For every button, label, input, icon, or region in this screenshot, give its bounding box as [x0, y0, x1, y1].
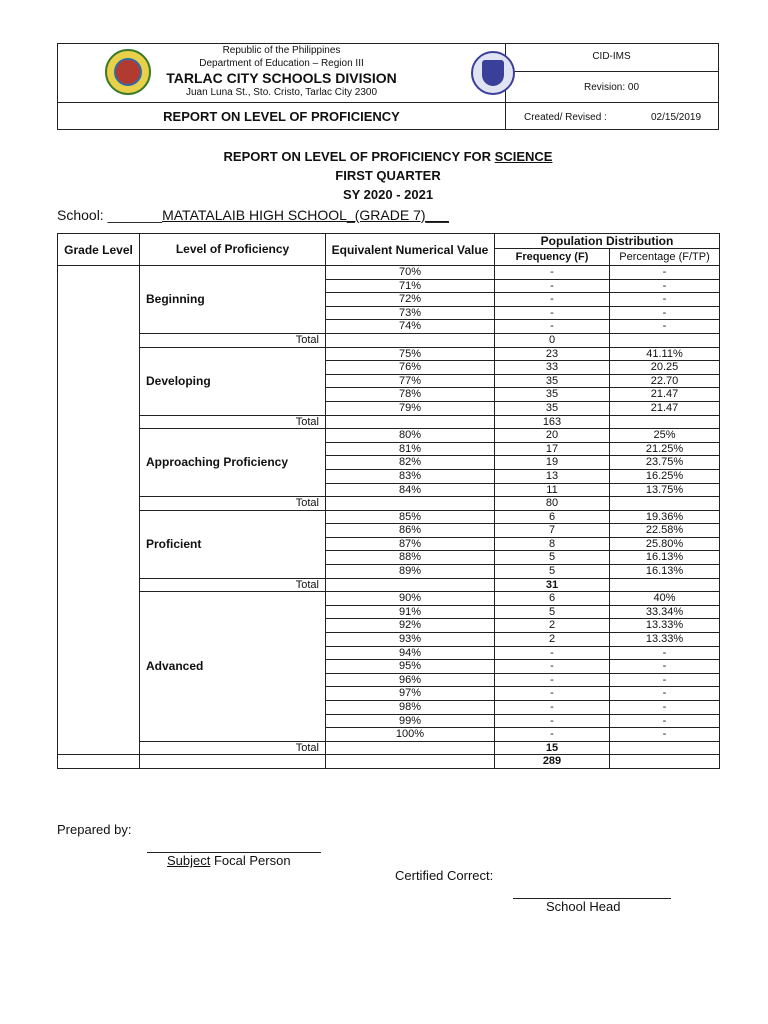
- grand-total-blank-1: [58, 755, 140, 769]
- header-equivalent: Equivalent Numerical Value: [326, 234, 495, 266]
- frequency-cell: -: [495, 660, 610, 674]
- frequency-cell: -: [495, 701, 610, 715]
- percentage-cell: -: [610, 320, 720, 334]
- certified-correct-label: Certified Correct:: [395, 868, 494, 883]
- department-text: Department of Education – Region III: [199, 58, 364, 69]
- focal-person-caption: [167, 853, 291, 868]
- total-percentage-blank: [610, 415, 720, 429]
- frequency-cell: -: [495, 279, 610, 293]
- level-name: Developing: [140, 347, 326, 415]
- total-value-blank: [326, 497, 495, 511]
- percentage-cell: 21.47: [610, 401, 720, 415]
- percentage-cell: -: [610, 687, 720, 701]
- total-label: Total: [140, 333, 326, 347]
- percentage-cell: 16.13%: [610, 551, 720, 565]
- frequency-cell: -: [495, 673, 610, 687]
- equivalent-value-cell: 100%: [326, 728, 495, 742]
- level-name: Proficient: [140, 510, 326, 578]
- percentage-cell: -: [610, 728, 720, 742]
- percentage-cell: -: [610, 714, 720, 728]
- percentage-cell: -: [610, 279, 720, 293]
- header-report-title: REPORT ON LEVEL OF PROFICIENCY: [163, 109, 400, 124]
- frequency-cell: 2: [495, 633, 610, 647]
- total-row: [58, 578, 720, 592]
- frequency-cell: 13: [495, 469, 610, 483]
- table-body: [58, 266, 720, 769]
- percentage-cell: 16.25%: [610, 469, 720, 483]
- table-row: [58, 347, 720, 361]
- total-value-blank: [326, 578, 495, 592]
- percentage-cell: 22.70: [610, 374, 720, 388]
- frequency-cell: 6: [495, 510, 610, 524]
- level-total-frequency: 163: [495, 415, 610, 429]
- equivalent-value-cell: 98%: [326, 701, 495, 715]
- equivalent-value-cell: 73%: [326, 306, 495, 320]
- doc-code: CID-IMS: [592, 51, 631, 62]
- school-label: School: _______: [57, 207, 163, 223]
- percentage-cell: 25.80%: [610, 537, 720, 551]
- proficiency-table: [57, 233, 720, 769]
- equivalent-value-cell: 84%: [326, 483, 495, 497]
- header-divider-left: [58, 102, 505, 103]
- frequency-cell: -: [495, 728, 610, 742]
- total-label: Total: [140, 415, 326, 429]
- frequency-cell: -: [495, 646, 610, 660]
- quarter-title: FIRST QUARTER: [335, 168, 441, 183]
- equivalent-value-cell: 90%: [326, 592, 495, 606]
- frequency-cell: 7: [495, 524, 610, 538]
- school-name: MATATALAIB HIGH SCHOOL_(GRADE 7)___: [162, 207, 449, 223]
- equivalent-value-cell: 86%: [326, 524, 495, 538]
- frequency-cell: 5: [495, 565, 610, 579]
- equivalent-value-cell: 80%: [326, 429, 495, 443]
- percentage-cell: 19.36%: [610, 510, 720, 524]
- frequency-cell: 33: [495, 361, 610, 375]
- document-header: [57, 43, 719, 130]
- equivalent-value-cell: 92%: [326, 619, 495, 633]
- percentage-cell: -: [610, 266, 720, 280]
- percentage-cell: 33.34%: [610, 605, 720, 619]
- equivalent-value-cell: 70%: [326, 266, 495, 280]
- equivalent-value-cell: 82%: [326, 456, 495, 470]
- total-label: Total: [140, 497, 326, 511]
- equivalent-value-cell: 85%: [326, 510, 495, 524]
- percentage-cell: -: [610, 673, 720, 687]
- equivalent-value-cell: 81%: [326, 442, 495, 456]
- equivalent-value-cell: 79%: [326, 401, 495, 415]
- equivalent-value-cell: 71%: [326, 279, 495, 293]
- created-label: Created/ Revised :: [524, 112, 607, 123]
- total-value-blank: [326, 333, 495, 347]
- frequency-cell: 20: [495, 429, 610, 443]
- total-row: [58, 333, 720, 347]
- frequency-cell: 6: [495, 592, 610, 606]
- equivalent-value-cell: 91%: [326, 605, 495, 619]
- equivalent-value-cell: 89%: [326, 565, 495, 579]
- school-year-title: SY 2020 - 2021: [342, 187, 434, 202]
- frequency-cell: 2: [495, 619, 610, 633]
- grand-total-blank-2: [140, 755, 326, 769]
- frequency-cell: -: [495, 293, 610, 307]
- level-total-frequency: 80: [495, 497, 610, 511]
- frequency-cell: 35: [495, 401, 610, 415]
- frequency-cell: -: [495, 687, 610, 701]
- equivalent-value-cell: 99%: [326, 714, 495, 728]
- percentage-cell: 13.75%: [610, 483, 720, 497]
- school-line: [57, 207, 449, 223]
- total-percentage-blank: [610, 741, 720, 755]
- percentage-cell: 41.11%: [610, 347, 720, 361]
- total-label: Total: [140, 578, 326, 592]
- total-value-blank: [326, 415, 495, 429]
- header-divider-right-2: [505, 102, 718, 103]
- equivalent-value-cell: 87%: [326, 537, 495, 551]
- frequency-cell: 35: [495, 374, 610, 388]
- percentage-cell: 13.33%: [610, 619, 720, 633]
- total-label: Total: [140, 741, 326, 755]
- revision-text: Revision: 00: [583, 82, 640, 93]
- grand-total-row: [58, 755, 720, 769]
- republic-text: Republic of the Philippines: [222, 45, 341, 56]
- header-level: Level of Proficiency: [140, 234, 326, 266]
- total-row: [58, 741, 720, 755]
- percentage-cell: 21.25%: [610, 442, 720, 456]
- total-percentage-blank: [610, 578, 720, 592]
- grand-total-blank-3: [326, 755, 495, 769]
- grand-total-frequency: 289: [495, 755, 610, 769]
- grand-total-blank-4: [610, 755, 720, 769]
- total-row: [58, 415, 720, 429]
- percentage-cell: -: [610, 646, 720, 660]
- header-divider-right-1: [505, 71, 718, 72]
- frequency-cell: 11: [495, 483, 610, 497]
- level-total-frequency: 15: [495, 741, 610, 755]
- frequency-cell: 35: [495, 388, 610, 402]
- header-frequency: Frequency (F): [495, 249, 610, 266]
- report-subject: SCIENCE: [494, 149, 553, 164]
- table-row: [58, 266, 720, 280]
- equivalent-value-cell: 93%: [326, 633, 495, 647]
- total-row: [58, 497, 720, 511]
- report-title-prefix: REPORT ON LEVEL OF PROFICIENCY FOR: [223, 149, 495, 164]
- header-grade-level: Grade Level: [58, 234, 140, 266]
- percentage-cell: 16.13%: [610, 565, 720, 579]
- frequency-cell: 23: [495, 347, 610, 361]
- percentage-cell: -: [610, 293, 720, 307]
- equivalent-value-cell: 78%: [326, 388, 495, 402]
- frequency-cell: -: [495, 266, 610, 280]
- percentage-cell: 23.75%: [610, 456, 720, 470]
- frequency-cell: 19: [495, 456, 610, 470]
- frequency-cell: -: [495, 320, 610, 334]
- frequency-cell: 5: [495, 605, 610, 619]
- header-population: Population Distribution: [495, 234, 720, 249]
- level-name: Advanced: [140, 592, 326, 742]
- equivalent-value-cell: 95%: [326, 660, 495, 674]
- prepared-by-label: Prepared by:: [57, 822, 132, 837]
- equivalent-value-cell: 88%: [326, 551, 495, 565]
- equivalent-value-cell: 76%: [326, 361, 495, 375]
- percentage-cell: 21.47: [610, 388, 720, 402]
- created-date: 02/15/2019: [651, 112, 702, 123]
- table-row: [58, 592, 720, 606]
- report-title: [57, 149, 719, 164]
- equivalent-value-cell: 77%: [326, 374, 495, 388]
- level-name: Beginning: [140, 266, 326, 334]
- level-name: Approaching Proficiency: [140, 429, 326, 497]
- equivalent-value-cell: 72%: [326, 293, 495, 307]
- table-row: [58, 510, 720, 524]
- level-total-frequency: 31: [495, 578, 610, 592]
- frequency-cell: -: [495, 306, 610, 320]
- frequency-cell: -: [495, 714, 610, 728]
- percentage-cell: 22.58%: [610, 524, 720, 538]
- equivalent-value-cell: 94%: [326, 646, 495, 660]
- header-percentage: Percentage (F/TP): [610, 249, 720, 266]
- total-value-blank: [326, 741, 495, 755]
- school-head-caption: School Head: [546, 899, 621, 914]
- percentage-cell: 20.25: [610, 361, 720, 375]
- total-percentage-blank: [610, 497, 720, 511]
- table-row: [58, 429, 720, 443]
- level-total-frequency: 0: [495, 333, 610, 347]
- percentage-cell: 25%: [610, 429, 720, 443]
- equivalent-value-cell: 74%: [326, 320, 495, 334]
- frequency-cell: 8: [495, 537, 610, 551]
- percentage-cell: -: [610, 660, 720, 674]
- percentage-cell: -: [610, 701, 720, 715]
- division-name: TARLAC CITY SCHOOLS DIVISION: [166, 70, 397, 86]
- equivalent-value-cell: 75%: [326, 347, 495, 361]
- grade-level-cell: [58, 266, 140, 755]
- focal-person-text: Focal Person: [210, 853, 291, 868]
- frequency-cell: 5: [495, 551, 610, 565]
- percentage-cell: -: [610, 306, 720, 320]
- division-address: Juan Luna St., Sto. Cristo, Tarlac City 2300: [185, 87, 378, 98]
- percentage-cell: 40%: [610, 592, 720, 606]
- subject-word: Subject: [167, 853, 211, 868]
- frequency-cell: 17: [495, 442, 610, 456]
- equivalent-value-cell: 83%: [326, 469, 495, 483]
- equivalent-value-cell: 97%: [326, 687, 495, 701]
- percentage-cell: 13.33%: [610, 633, 720, 647]
- equivalent-value-cell: 96%: [326, 673, 495, 687]
- total-percentage-blank: [610, 333, 720, 347]
